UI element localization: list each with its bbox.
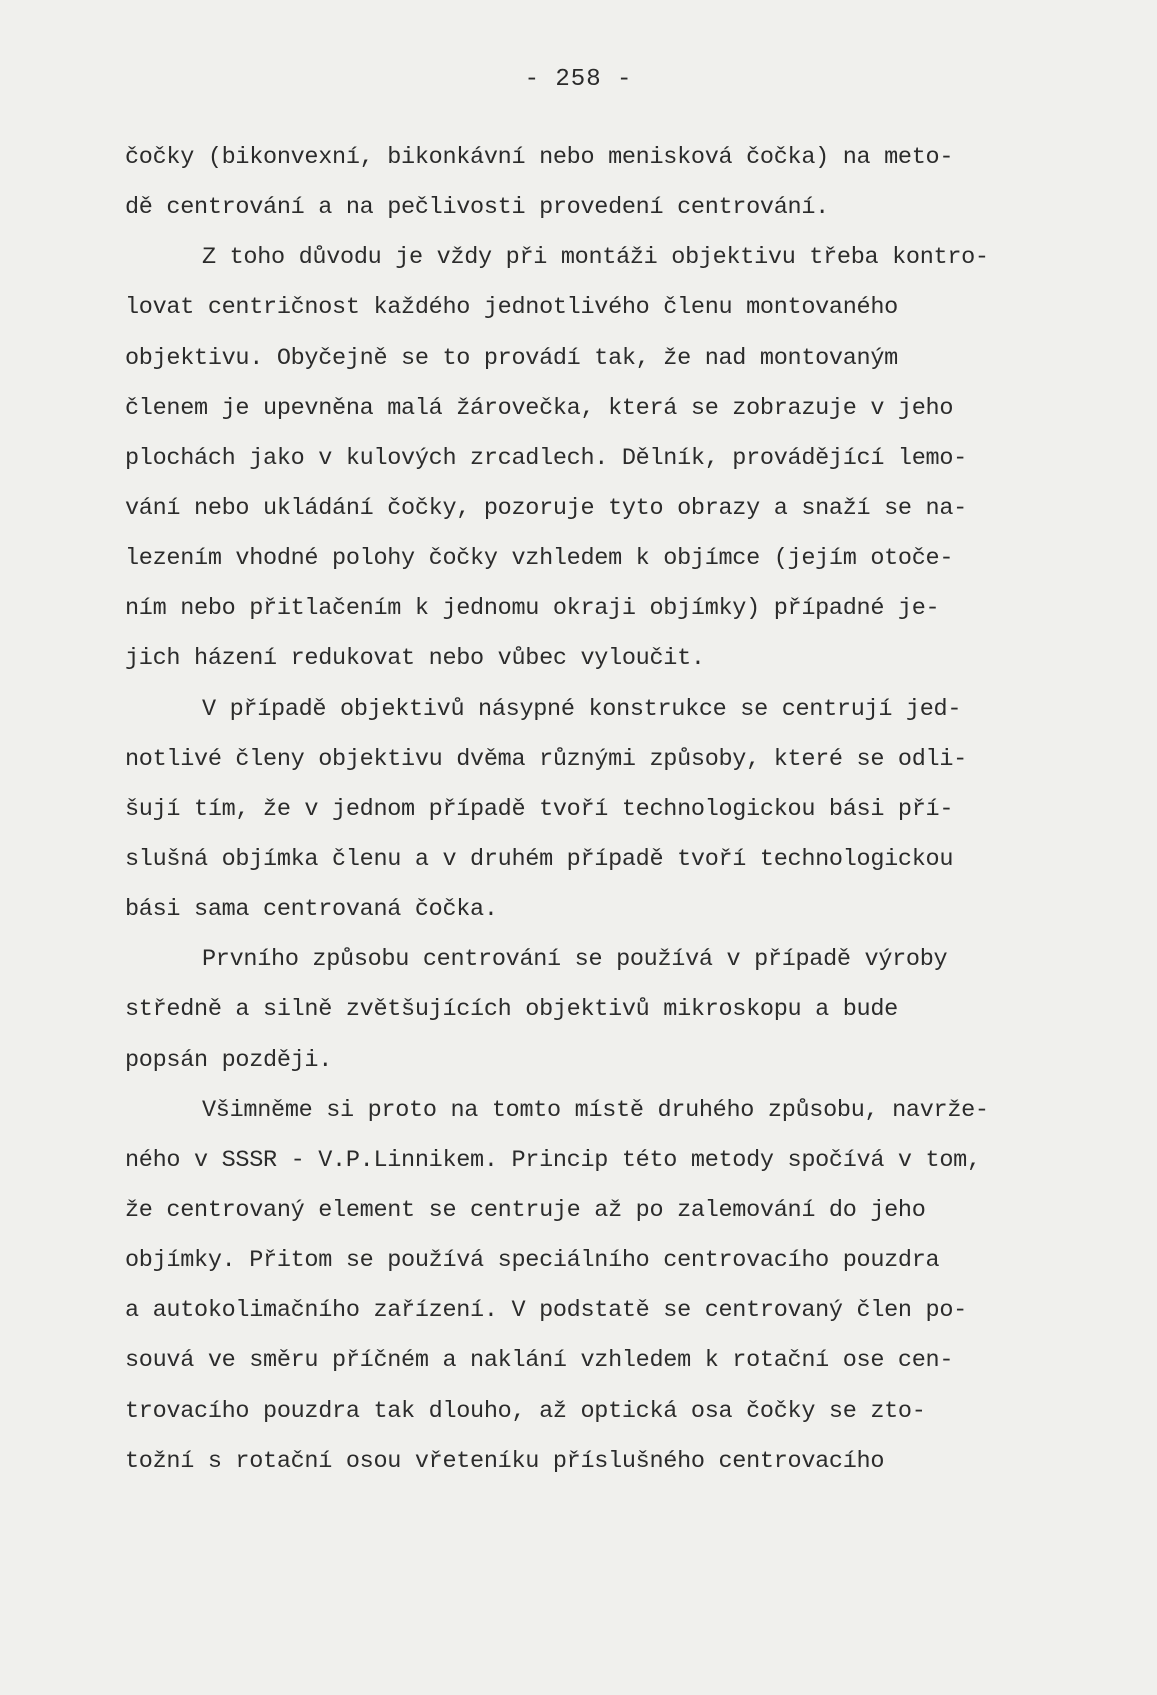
text-line: bási sama centrovaná čočka. xyxy=(125,896,498,924)
text-line: trovacího pouzdra tak dlouho, až optická osa čočky se zto- xyxy=(125,1397,926,1425)
body-text xyxy=(125,133,1125,1487)
text-line: lezením vhodné polohy čočky vzhledem k objímce (jejím otoče- xyxy=(125,545,954,573)
text-line: a autokolimačního zařízení. V podstatě se centrovaný člen po- xyxy=(125,1297,967,1325)
text-line: tožní s rotační osou vřeteníku příslušného centrovacího xyxy=(125,1447,885,1475)
page-number: - 258 - xyxy=(524,66,633,93)
text-line: Všimněme si proto na tomto místě druhého způsobu, navrže- xyxy=(202,1096,989,1124)
text-line: V případě objektivů násypné konstrukce se centrují jed- xyxy=(202,695,962,723)
text-line: lovat centričnost každého jednotlivého členu montovaného xyxy=(125,294,898,322)
text-line: notlivé členy objektivu dvěma různými způsoby, které se odli- xyxy=(125,745,967,773)
text-line: objímky. Přitom se používá speciálního centrovacího pouzdra xyxy=(125,1247,940,1275)
text-line: šují tím, že v jednom případě tvoří technologickou bási pří- xyxy=(125,795,954,823)
text-line: Z toho důvodu je vždy při montáži objektivu třeba kontro- xyxy=(202,244,989,272)
text-line: slušná objímka členu a v druhém případě tvoří technologickou xyxy=(125,845,954,873)
text-line: popsán později. xyxy=(125,1046,333,1074)
text-line: souvá ve směru příčném a naklání vzhledem k rotační ose cen- xyxy=(125,1347,954,1375)
text-line: ním nebo přitlačením k jednomu okraji objímky) případné je- xyxy=(125,595,940,623)
text-line: středně a silně zvětšujících objektivů mikroskopu a bude xyxy=(125,996,898,1024)
text-line: že centrovaný element se centruje až po zalemování do jeho xyxy=(125,1196,926,1224)
text-line: plochách jako v kulových zrcadlech. Dělník, provádějící lemo- xyxy=(125,444,967,472)
text-line: dě centrování a na pečlivosti provedení centrování. xyxy=(125,194,829,222)
text-line: jich házení redukovat nebo vůbec vyloučit. xyxy=(125,645,705,673)
text-line: členem je upevněna malá žárovečka, která se zobrazuje v jeho xyxy=(125,394,954,422)
text-line: Prvního způsobu centrování se používá v případě výroby xyxy=(202,946,948,974)
text-line: čočky (bikonvexní, bikonkávní nebo menisková čočka) na meto- xyxy=(125,144,954,171)
text-line: vání nebo ukládání čočky, pozoruje tyto obrazy a snaží se na- xyxy=(125,494,967,522)
text-line: objektivu. Obyčejně se to provádí tak, že nad montovaným xyxy=(125,344,898,372)
text-line: ného v SSSR - V.P.Linnikem. Princip této metody spočívá v tom, xyxy=(125,1146,981,1174)
